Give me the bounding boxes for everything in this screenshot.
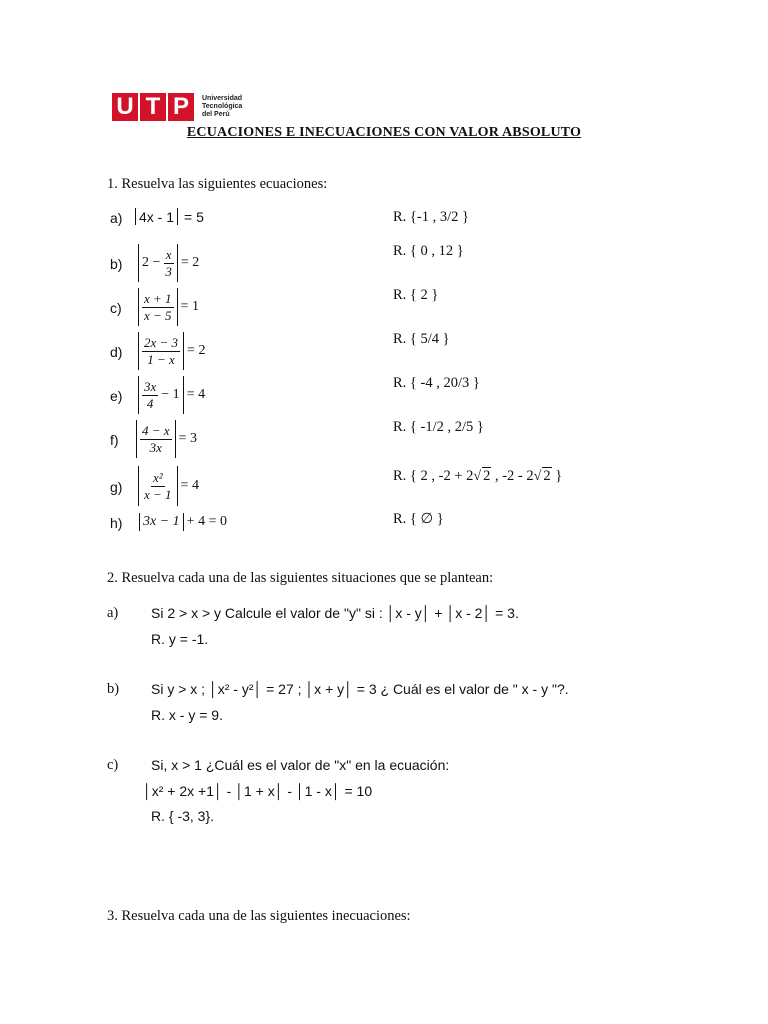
answer-d: R. { 5/4 } (393, 331, 450, 347)
equation-d: $\frac{2x - 3}{1 - x}$ = 2 (138, 332, 205, 370)
item-g-label: g) (110, 479, 123, 495)
problem-a-answer: R. y = -1. (151, 631, 209, 647)
equation-f: $\frac{4 - x}{3x}$ = 3 (136, 420, 197, 458)
problem-c-equation: │x² + 2x +1│ - │1 + x│ - │1 - x│ = 10 (143, 783, 373, 799)
problem-a-text: Si 2 > x > y Calcule el valor de "y" si : │x - y│ + │x - 2│ = 3. (151, 605, 519, 621)
problem-c-label: c) (107, 757, 119, 773)
answer-b: R. { 0 , 12 } (393, 243, 464, 259)
equation-c: $\frac{x + 1}{x - 5}$ = 1 (138, 288, 199, 326)
section2-heading: 2. Resuelva cada una de las siguientes situaciones que se plantean: (107, 570, 494, 586)
logo-letter-u: U (112, 93, 138, 121)
section1-heading: 1. Resuelva las siguientes ecuaciones: (107, 176, 328, 192)
answer-c: R. { 2 } (393, 287, 439, 303)
problem-b-answer: R. x - y = 9. (151, 707, 223, 723)
equation-h: 3x − 1 + 4 = 0 (139, 513, 227, 531)
section3-heading: 3. Resuelva cada una de las siguientes inecuaciones: (107, 908, 411, 924)
problem-a-label: a) (107, 605, 119, 621)
answer-f: R. { -1/2 , 2/5 } (393, 419, 484, 435)
item-h-label: h) (110, 515, 123, 531)
item-b-label: b) (110, 256, 123, 272)
answer-h: R. { ∅ } (393, 511, 444, 527)
item-d-label: d) (110, 344, 123, 360)
item-e-label: e) (110, 388, 123, 404)
logo-letter-p: P (168, 93, 194, 121)
equation-a: 4x - 1 = 5 (135, 208, 204, 225)
answer-g: R. { 2 , -2 + 2√ 2 , -2 - 2√ 2 } (393, 468, 563, 484)
item-a-label: a) (110, 210, 123, 226)
answer-e: R. { -4 , 20/3 } (393, 375, 480, 391)
logo-university-name: Universidad Tecnológica del Perú (202, 95, 243, 118)
equation-e: $\frac{3x}{4}$ − 1 = 4 (138, 376, 205, 414)
problem-c-answer: R. { -3, 3}. (151, 808, 215, 824)
equation-g: $\frac{\text{x²}}{x - 1}$ = 4 (138, 466, 199, 506)
problem-b-label: b) (107, 681, 120, 697)
logo-letter-t: T (140, 93, 166, 121)
page-title: ECUACIONES E INECUACIONES CON VALOR ABSOLUTO (186, 125, 582, 140)
utp-logo (112, 93, 248, 121)
problem-b-text: Si y > x ; │x² - y²│ = 27 ; │x + y│ = 3 ¿ Cuál es el valor de " x - y "?. (151, 681, 569, 697)
item-c-label: c) (110, 300, 122, 316)
answer-a: R. {-1 , 3/2 } (393, 209, 469, 225)
equation-b: 2 − $\frac{x}{3}$ = 2 (138, 244, 199, 282)
problem-c-text: Si, x > 1 ¿Cuál es el valor de "x" en la ecuación: (151, 757, 450, 773)
item-f-label: f) (110, 432, 119, 448)
